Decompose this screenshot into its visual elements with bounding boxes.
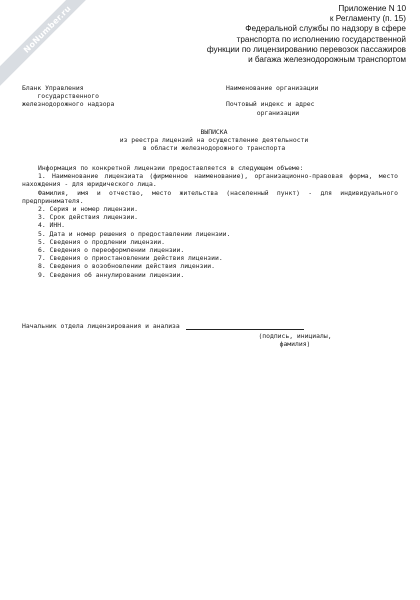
appendix-line: функции по лицензированию перевозок пассажиров	[206, 44, 406, 54]
appendix-line: Федеральной службы по надзору в сфере	[245, 24, 406, 34]
signatory-title: Начальник отдела лицензирования и анализа	[22, 322, 180, 330]
appendix-line: транспорта по исполнению государственной	[236, 34, 406, 44]
appendix-line: к Регламенту (п. 15)	[329, 14, 406, 24]
list-item: 9. Сведения об аннулировании лицензии.	[38, 270, 185, 279]
recipient-line: организации	[226, 108, 300, 117]
appendix-line: и багажа железнодорожным транспортом	[248, 55, 406, 65]
list-item: 8. Сведения о возобновлении действия лицензии.	[38, 262, 215, 271]
document-body	[22, 164, 398, 279]
signature-line	[186, 322, 304, 330]
list-item: 5. Дата и номер решения о предоставлении лицензии.	[38, 229, 231, 238]
signature-caption-line: (подпись, инициалы,	[258, 332, 332, 340]
sender-line: государственного	[22, 92, 99, 101]
watermark-text: NoNumber.ru	[21, 3, 73, 55]
signature-caption-line: фамилия)	[279, 340, 311, 349]
document-subtitle: в области железнодорожного транспорта	[142, 144, 286, 153]
sender-line: Бланк Управления	[22, 84, 84, 92]
document-heading	[22, 128, 406, 153]
list-item: 2. Серия и номер лицензии.	[38, 205, 139, 214]
recipient-line: Почтовый индекс и адрес	[226, 100, 315, 109]
recipient-line: Наименование организации	[226, 84, 319, 92]
list-item: 5. Сведения о продлении лицензии.	[38, 237, 165, 246]
intro-paragraph: Информация по конкретной лицензии предоставляется в следующем объеме:	[38, 164, 304, 172]
list-item-1: 1. Наименование лицензиата (фирменное наименование), организационно-правовая форма, место нахождения - для юридического лица.	[22, 172, 398, 189]
list-item: 6. Сведения о переоформлении лицензии.	[38, 246, 185, 255]
signature-caption	[230, 332, 360, 348]
watermark-ribbon	[0, 0, 105, 87]
appendix-header	[106, 4, 406, 65]
list-item: 7. Сведения о приостановлении действия лицензии.	[38, 254, 223, 263]
signature-block	[22, 322, 406, 349]
document-title: ВЫПИСКА	[200, 128, 228, 136]
letterhead-sender	[22, 84, 172, 109]
list-item-1-continued: Фамилия, имя и отчество, место жительства (населенный пункт) - для индивидуального предпринимателя.	[22, 188, 398, 205]
list-item: 3. Срок действия лицензии.	[38, 213, 139, 222]
signature-row	[22, 322, 406, 330]
sender-line: железнодорожного надзора	[22, 100, 115, 109]
list-item: 4. ИНН.	[38, 221, 65, 230]
document-subtitle: из реестра лицензий на осуществление деятельности	[119, 136, 309, 145]
recipient-line	[226, 92, 376, 100]
appendix-line: Приложение N 10	[338, 4, 406, 13]
letterhead-recipient	[226, 84, 376, 117]
